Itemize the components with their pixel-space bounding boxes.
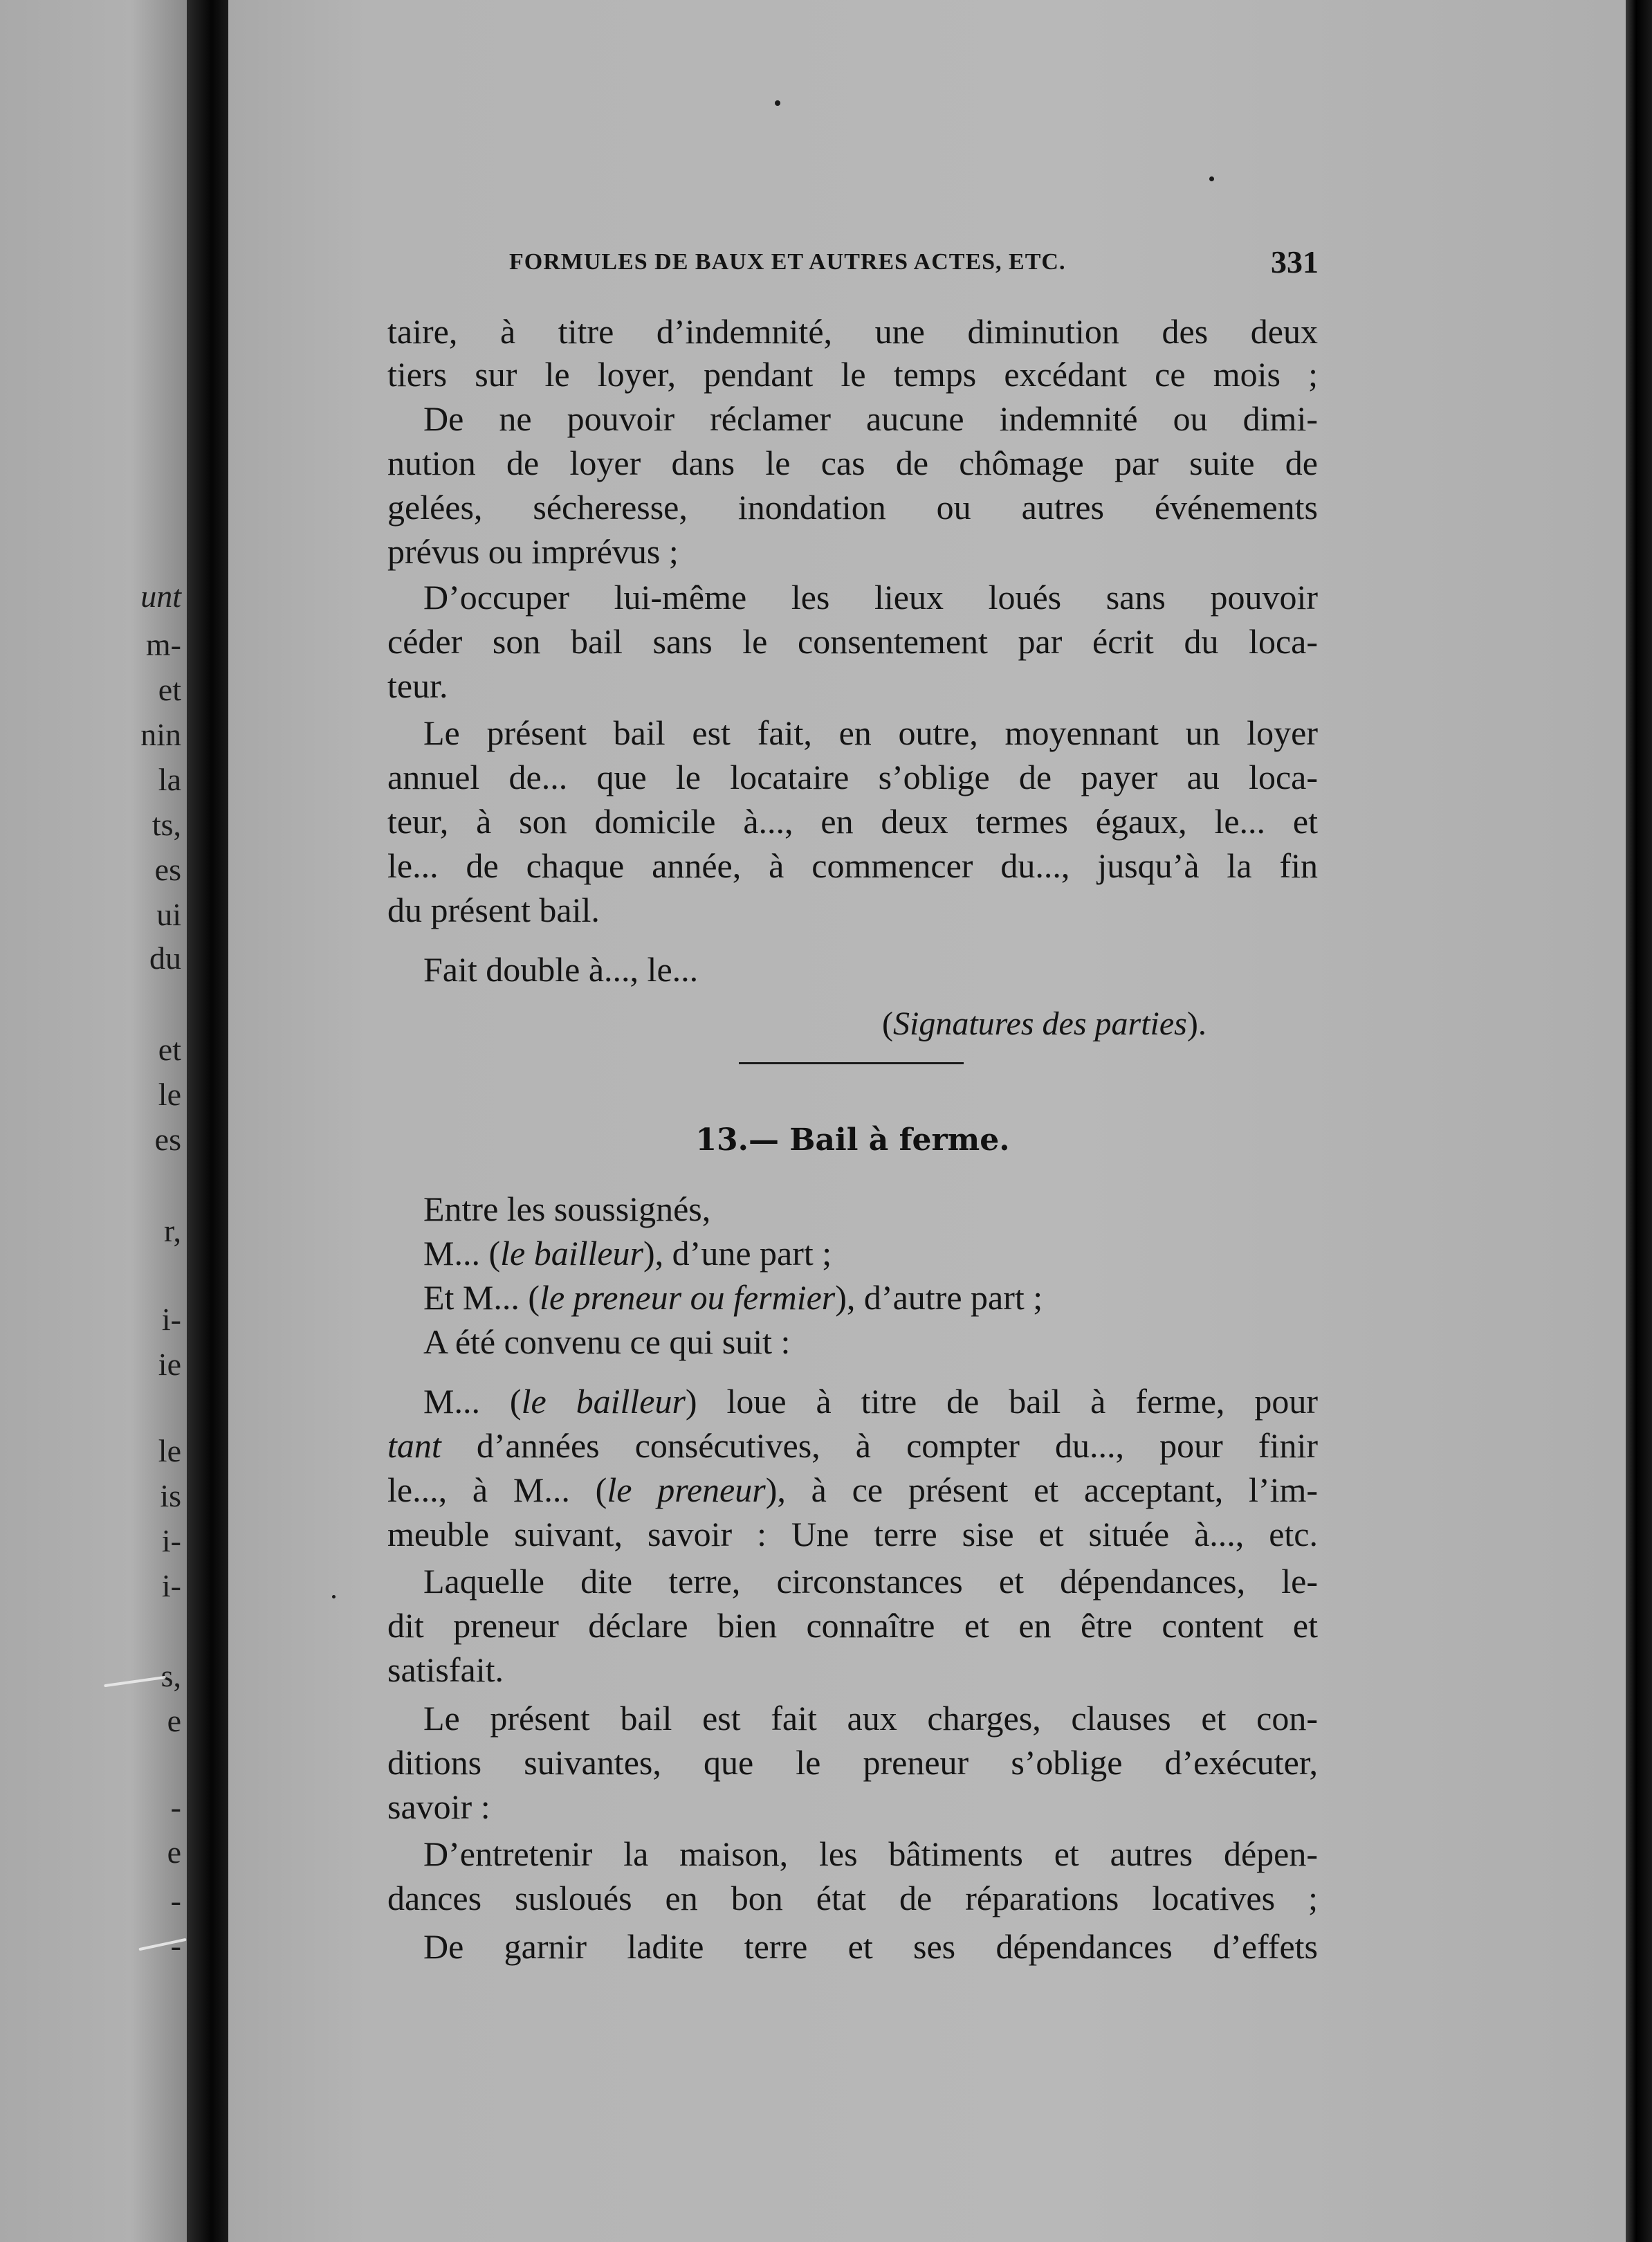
signature-close: ). <box>1186 1005 1206 1042</box>
left-fragment: i- <box>161 1568 181 1603</box>
text-line: dit preneur déclare bien connaître et en être content et <box>387 1606 1318 1645</box>
text-run-italic: tant <box>387 1426 441 1465</box>
left-fragment: nin <box>140 717 181 752</box>
left-fragment: es <box>154 852 181 887</box>
text-line <box>423 1276 1318 1319</box>
text-line: D’occuper lui-même les lieux loués sans pouvoir <box>423 578 1318 617</box>
left-fragment: ts, <box>152 807 181 842</box>
text-line: annuel de... que le locataire s’oblige de payer au loca- <box>387 758 1318 796</box>
text-line: teur. <box>387 666 448 705</box>
scan-speck <box>332 1595 336 1598</box>
text-line: Fait double à..., le... <box>423 950 699 989</box>
left-fragment: i- <box>161 1302 181 1337</box>
text-line: taire, à titre d’indemnité, une diminution des deux <box>387 312 1318 351</box>
text-run-italic: le bailleur <box>500 1234 644 1273</box>
text-line: De ne pouvoir réclamer aucune indemnité ou dimi- <box>423 399 1318 438</box>
left-fragment: la <box>158 762 181 797</box>
left-fragment: et <box>158 1032 181 1067</box>
left-fragment: es <box>154 1122 181 1157</box>
text-run: ), d’une part ; <box>643 1234 832 1273</box>
text-line: tiers sur le loyer, pendant le temps excédant ce mois ; <box>387 355 1318 394</box>
left-fragment: i- <box>161 1523 181 1558</box>
text-line: savoir : <box>387 1787 490 1826</box>
left-fragment: m- <box>145 627 181 662</box>
left-fragment: le <box>158 1077 181 1112</box>
text-line: céder son bail sans le consentement par écrit du loca- <box>387 622 1318 661</box>
book-gutter <box>187 0 228 2242</box>
text-run: M... ( <box>423 1234 501 1273</box>
signature-text: Signatures des parties <box>892 1005 1187 1042</box>
text-line: du présent bail. <box>387 891 600 929</box>
text-line: dances susloués en bon état de réparations locatives ; <box>387 1879 1318 1917</box>
text-run: le..., à M... ( <box>387 1470 607 1509</box>
scan-speck <box>775 100 780 106</box>
left-fragment: e <box>167 1703 181 1738</box>
text-run: Et M... ( <box>423 1278 540 1317</box>
left-fragment: du <box>149 940 181 976</box>
section-divider <box>739 1062 964 1064</box>
text-line: Le présent bail est fait aux charges, clauses et con- <box>423 1699 1318 1738</box>
text-run-italic: le bailleur <box>521 1382 686 1421</box>
text-line: gelées, sécheresse, inondation ou autres événements <box>387 488 1318 527</box>
text-run: M... ( <box>423 1382 522 1421</box>
left-fragment: unt <box>140 578 181 614</box>
text-line: meuble suivant, savoir : Une terre sise et située à..., etc. <box>387 1515 1318 1553</box>
text-line: Le présent bail est fait, en outre, moyennant un loyer <box>423 713 1318 752</box>
text-run: ) loue à titre de bail à ferme, pour <box>685 1382 1318 1421</box>
left-fragment: et <box>158 672 181 707</box>
text-line: nution de loyer dans le cas de chômage par suite de <box>387 444 1318 482</box>
section-heading: 13.— Bail à ferme. <box>695 1122 1010 1158</box>
signature-line <box>882 1005 1206 1043</box>
right-page-edge <box>1626 0 1652 2242</box>
text-line: De garnir ladite terre et ses dépendances d’effets <box>423 1927 1318 1966</box>
text-line: le... de chaque année, à commencer du..., jusqu’à la fin <box>387 846 1318 885</box>
text-line <box>423 1380 1318 1423</box>
text-run: ), à ce présent et acceptant, l’im- <box>765 1470 1319 1509</box>
text-run-italic: le preneur ou fermier <box>540 1278 836 1317</box>
left-fragment: ui <box>156 897 181 932</box>
left-fragment: ie <box>158 1347 181 1382</box>
left-fragment: r, <box>164 1213 181 1248</box>
text-run: ), d’autre part ; <box>835 1278 1043 1317</box>
scan-speck <box>1209 176 1214 181</box>
text-line: prévus ou imprévus ; <box>387 532 679 571</box>
text-line: Laquelle dite terre, circonstances et dépendances, le- <box>423 1562 1318 1601</box>
text-run-italic: le preneur <box>607 1470 766 1509</box>
text-line: ditions suivantes, que le preneur s’oblige d’exécuter, <box>387 1743 1318 1782</box>
left-fragment: s, <box>160 1658 181 1693</box>
text-line: teur, à son domicile à..., en deux termes égaux, le... et <box>387 802 1318 841</box>
text-line <box>387 1468 1318 1511</box>
left-fragment: is <box>160 1478 181 1513</box>
text-line <box>423 1232 1318 1275</box>
left-fragment: - <box>170 1883 181 1918</box>
left-page-edge <box>0 0 187 2242</box>
left-fragment: - <box>170 1928 181 1963</box>
text-line: Entre les soussignés, <box>423 1190 711 1228</box>
signature-open: ( <box>882 1005 893 1042</box>
running-head-title: FORMULES DE BAUX ET AUTRES ACTES, ETC. <box>509 249 1066 275</box>
running-head <box>509 244 1319 285</box>
page-number: 331 <box>1271 244 1319 280</box>
left-fragment: - <box>170 1789 181 1825</box>
text-line: D’entretenir la maison, les bâtiments et autres dépen- <box>423 1834 1318 1873</box>
text-line: satisfait. <box>387 1650 504 1689</box>
text-line: A été convenu ce qui suit : <box>423 1322 791 1361</box>
left-page-fragments <box>0 0 187 2242</box>
text-run: d’années consécutives, à compter du..., pour finir <box>441 1426 1318 1465</box>
text-line <box>387 1424 1318 1467</box>
left-fragment: e <box>167 1834 181 1870</box>
left-fragment: le <box>158 1433 181 1468</box>
